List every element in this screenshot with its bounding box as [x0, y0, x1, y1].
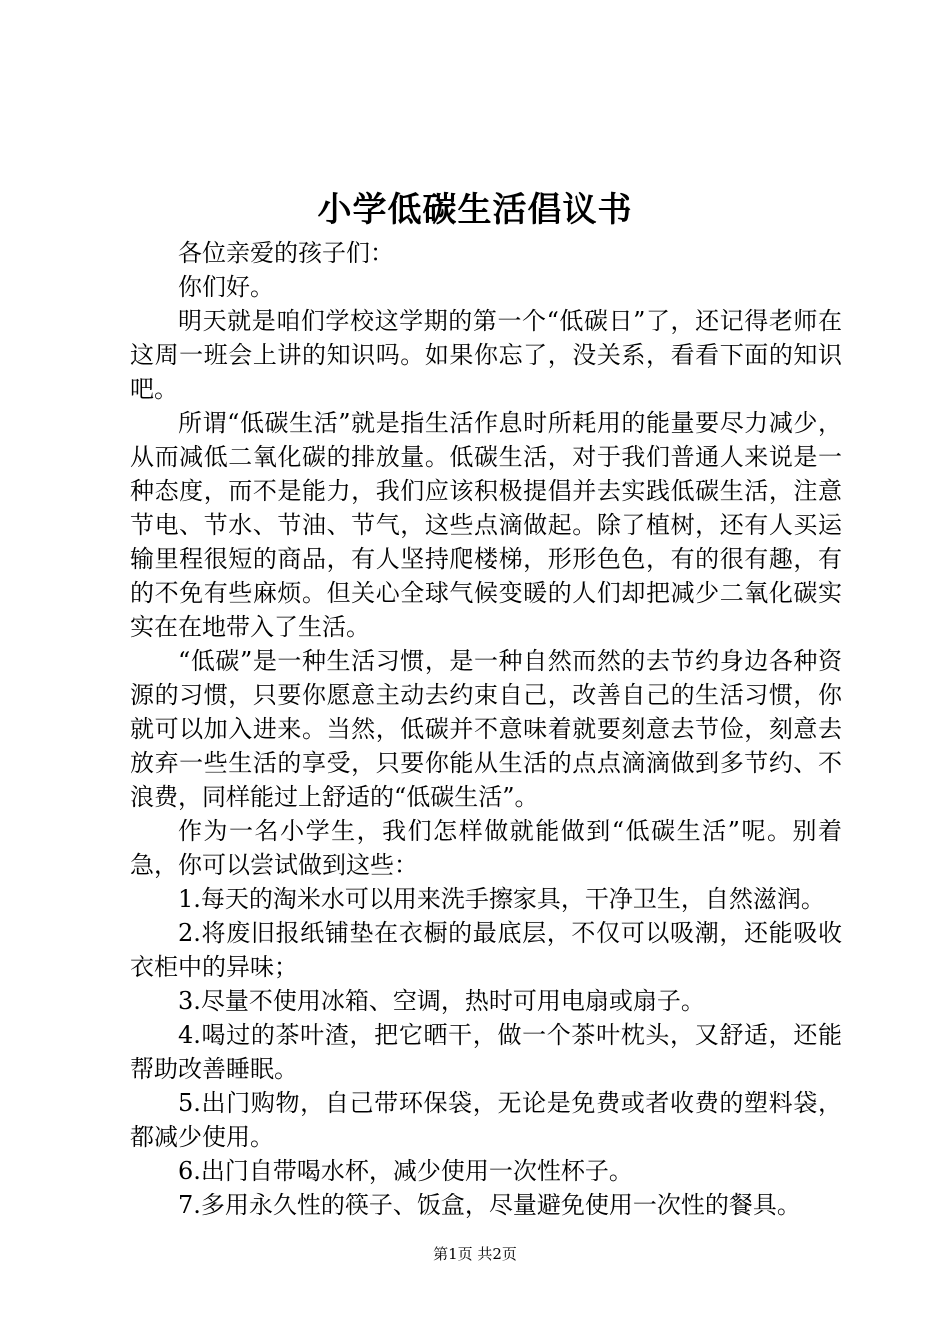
- list-item-2: 2.将废旧报纸铺垫在衣橱的最底层，不仅可以吸潮，还能吸收衣柜中的异味；: [130, 919, 842, 981]
- document-title: 小学低碳生活倡议书: [317, 190, 633, 230]
- list-item-6: 6.出门自带喝水杯，减少使用一次性杯子。: [178, 1157, 633, 1185]
- list-item-7: 7.多用永久性的筷子、饭盒，尽量避免使用一次性的餐具。: [178, 1191, 801, 1219]
- document-body: [130, 236, 842, 1222]
- list-item-4: 4.喝过的茶叶渣，把它晒干，做一个茶叶枕头，又舒适，还能帮助改善睡眠。: [130, 1021, 842, 1083]
- list-item-3: 3.尽量不使用冰箱、空调，热时可用电扇或扇子。: [178, 987, 705, 1015]
- page-footer: 第1页 共2页: [433, 1245, 517, 1263]
- paragraph-habit: “低碳”是一种生活习惯，是一种自然而然的去节约身边各种资源的习惯，只要你愿意主动去约束自己，改善自己的生活习惯，你就可以加入进来。当然，低碳并不意味着就要刻意去节俭，刻意去放弃一些生活的享受，只要你能从生活的点点滴滴做到多节约、不浪费，同样能过上舒适的“低碳生活”。: [130, 647, 842, 811]
- greeting: 你们好。: [178, 273, 274, 301]
- salutation: 各位亲爱的孩子们：: [178, 239, 394, 267]
- paragraph-how-to: 作为一名小学生，我们怎样做就能做到“低碳生活”呢。别着急，你可以尝试做到这些：: [130, 817, 842, 879]
- paragraph-definition: 所谓“低碳生活”就是指生活作息时所耗用的能量要尽力减少，从而减低二氧化碳的排放量。低碳生活，对于我们普通人来说是一种态度，而不是能力，我们应该积极提倡并去实践低碳生活，注意节电、节水、节油、节气，这些点滴做起。除了植树，还有人买运输里程很短的商品，有人坚持爬楼梯，形形色色，有的很有趣，有的不免有些麻烦。但关心全球气候变暖的人们却把减少二氧化碳实实在在地带入了生活。: [130, 409, 842, 641]
- paragraph-intro: 明天就是咱们学校这学期的第一个“低碳日”了，还记得老师在这周一班会上讲的知识吗。如果你忘了，没关系，看看下面的知识吧。: [130, 307, 842, 403]
- list-item-1: 1.每天的淘米水可以用来洗手擦家具，干净卫生，自然滋润。: [178, 885, 825, 913]
- list-item-5: 5.出门购物，自己带环保袋，无论是免费或者收费的塑料袋，都减少使用。: [130, 1089, 842, 1151]
